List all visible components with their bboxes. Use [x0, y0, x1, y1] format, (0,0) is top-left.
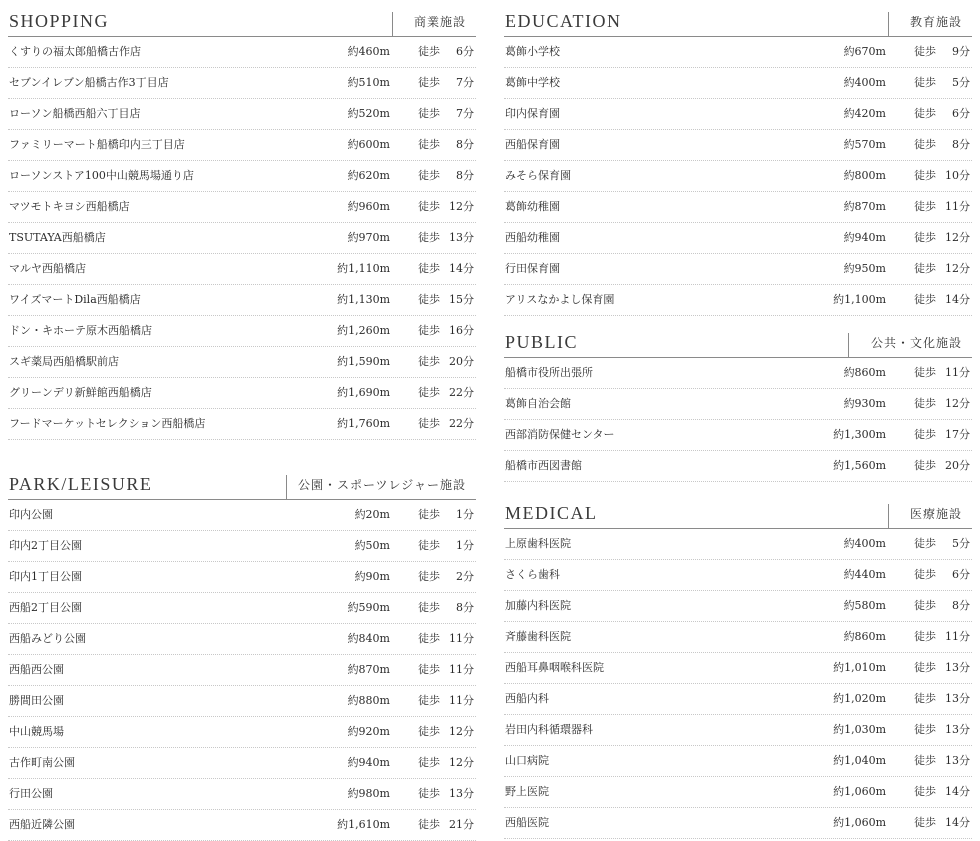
walk-label: 徒歩 — [914, 723, 936, 736]
walk-label: 徒歩 — [418, 138, 440, 151]
facility-name: 西船内科 — [505, 692, 549, 705]
distance: 約860m — [843, 366, 886, 379]
distance: 約870m — [347, 663, 390, 676]
park-leisure-section — [8, 465, 476, 841]
walk-label: 徒歩 — [914, 428, 936, 441]
walk-label: 徒歩 — [418, 818, 440, 831]
list-item — [8, 285, 476, 316]
facility-name: みそら保育園 — [505, 169, 571, 182]
list-item — [8, 68, 476, 99]
walk-label: 徒歩 — [418, 355, 440, 368]
distance: 約590m — [347, 601, 390, 614]
walk-label: 徒歩 — [914, 754, 936, 767]
distance: 約460m — [347, 45, 390, 58]
list-item — [8, 378, 476, 409]
distance: 約600m — [347, 138, 390, 151]
walk-minutes: 5分 — [952, 76, 970, 89]
facility-name: 西船耳鼻咽喉科医院 — [505, 661, 604, 674]
list-item — [8, 409, 476, 440]
public-subtitle: 公共・文化施設 — [870, 336, 962, 350]
list-item — [504, 68, 972, 99]
list-item — [8, 748, 476, 779]
list-item — [8, 254, 476, 285]
list-item — [504, 420, 972, 451]
facility-name: 船橋市西図書館 — [505, 459, 582, 472]
facility-name: ドン・キホーテ原木西船橋店 — [9, 324, 152, 337]
list-item — [504, 161, 972, 192]
list-item — [8, 223, 476, 254]
walk-label: 徒歩 — [418, 45, 440, 58]
facility-name: 斉藤歯科医院 — [505, 630, 571, 643]
list-item — [8, 316, 476, 347]
walk-minutes: 6分 — [952, 568, 970, 581]
distance: 約940m — [347, 756, 390, 769]
list-item — [8, 161, 476, 192]
walk-minutes: 14分 — [945, 293, 970, 306]
facility-name: 葛飾中学校 — [505, 76, 560, 89]
walk-label: 徒歩 — [418, 200, 440, 213]
walk-minutes: 12分 — [449, 725, 474, 738]
distance: 約580m — [843, 599, 886, 612]
facility-name: 西船2丁目公園 — [9, 601, 82, 614]
walk-minutes: 10分 — [945, 169, 970, 182]
facility-name: 葛飾幼稚園 — [505, 200, 560, 213]
walk-label: 徒歩 — [418, 76, 440, 89]
distance: 約920m — [347, 725, 390, 738]
distance: 約1,610m — [337, 818, 390, 831]
shopping-section — [8, 2, 476, 440]
distance: 約1,040m — [833, 754, 886, 767]
list-item — [504, 254, 972, 285]
distance: 約90m — [354, 570, 390, 583]
facility-name: ファミリーマート船橋印内三丁目店 — [9, 138, 185, 151]
walk-label: 徒歩 — [914, 107, 936, 120]
walk-label: 徒歩 — [914, 293, 936, 306]
public-header — [504, 323, 972, 358]
facility-name: ローソン船橋西船六丁目店 — [9, 107, 141, 120]
walk-label: 徒歩 — [418, 169, 440, 182]
distance: 約1,560m — [833, 459, 886, 472]
facility-name: 葛飾小学校 — [505, 45, 560, 58]
distance: 約870m — [843, 200, 886, 213]
walk-label: 徒歩 — [418, 570, 440, 583]
walk-minutes: 22分 — [449, 386, 474, 399]
facility-name: 印内1丁目公園 — [9, 570, 82, 583]
facility-name: TSUTAYA西船橋店 — [9, 231, 106, 244]
list-item — [504, 285, 972, 316]
education-header — [504, 2, 972, 37]
facility-name: マツモトキヨシ西船橋店 — [9, 200, 130, 213]
walk-minutes: 11分 — [449, 663, 474, 676]
walk-minutes: 2分 — [456, 570, 474, 583]
walk-label: 徒歩 — [418, 107, 440, 120]
distance: 約980m — [347, 787, 390, 800]
list-item — [8, 99, 476, 130]
shopping-list — [8, 37, 476, 440]
distance: 約1,060m — [833, 785, 886, 798]
education-title: EDUCATION — [505, 11, 622, 31]
distance: 約1,260m — [337, 324, 390, 337]
walk-label: 徒歩 — [418, 417, 440, 430]
list-item — [8, 717, 476, 748]
distance: 約1,100m — [833, 293, 886, 306]
walk-minutes: 13分 — [945, 723, 970, 736]
distance: 約1,690m — [337, 386, 390, 399]
distance: 約400m — [843, 537, 886, 550]
walk-minutes: 12分 — [945, 397, 970, 410]
walk-minutes: 1分 — [456, 539, 474, 552]
facility-name: アリスなかよし保育園 — [505, 293, 615, 306]
walk-minutes: 11分 — [449, 632, 474, 645]
facility-name: 勝間田公園 — [9, 694, 64, 707]
walk-label: 徒歩 — [418, 262, 440, 275]
facility-name: 西船みどり公園 — [9, 632, 86, 645]
facility-name: 西船医院 — [505, 816, 549, 829]
walk-label: 徒歩 — [914, 45, 936, 58]
medical-title: MEDICAL — [505, 503, 598, 523]
list-item — [8, 655, 476, 686]
medical-subtitle: 医療施設 — [909, 507, 962, 521]
education-subtitle: 教育施設 — [909, 15, 962, 29]
facility-name: フードマーケットセレクション西船橋店 — [9, 417, 206, 430]
list-item — [8, 624, 476, 655]
walk-minutes: 20分 — [449, 355, 474, 368]
walk-label: 徒歩 — [418, 324, 440, 337]
distance: 約940m — [843, 231, 886, 244]
public-section — [504, 323, 972, 482]
walk-label: 徒歩 — [418, 756, 440, 769]
facility-name: グリーンデリ新鮮館西船橋店 — [9, 386, 152, 399]
distance: 約800m — [843, 169, 886, 182]
facility-name: 加藤内科医院 — [505, 599, 571, 612]
list-item — [8, 130, 476, 161]
list-item — [8, 37, 476, 68]
distance: 約840m — [347, 632, 390, 645]
list-item — [8, 593, 476, 624]
walk-minutes: 8分 — [456, 601, 474, 614]
distance: 約880m — [347, 694, 390, 707]
walk-minutes: 22分 — [449, 417, 474, 430]
facility-name: 西船近隣公園 — [9, 818, 75, 831]
walk-minutes: 13分 — [449, 231, 474, 244]
walk-minutes: 14分 — [449, 262, 474, 275]
distance: 約1,130m — [337, 293, 390, 306]
walk-label: 徒歩 — [914, 397, 936, 410]
walk-minutes: 5分 — [952, 537, 970, 550]
park-leisure-title: PARK/LEISURE — [9, 474, 153, 494]
list-item — [504, 37, 972, 68]
walk-minutes: 8分 — [952, 138, 970, 151]
walk-label: 徒歩 — [418, 663, 440, 676]
distance: 約520m — [347, 107, 390, 120]
list-item — [504, 529, 972, 560]
list-item — [504, 358, 972, 389]
list-item — [504, 99, 972, 130]
list-item — [8, 686, 476, 717]
walk-minutes: 12分 — [945, 231, 970, 244]
walk-minutes: 11分 — [945, 630, 970, 643]
public-title: PUBLIC — [505, 332, 579, 352]
medical-header — [504, 494, 972, 529]
shopping-header — [8, 2, 476, 37]
walk-minutes: 17分 — [945, 428, 970, 441]
facility-name: 葛飾自治会館 — [505, 397, 571, 410]
park-leisure-header — [8, 465, 476, 500]
walk-label: 徒歩 — [914, 785, 936, 798]
list-item — [8, 192, 476, 223]
distance: 約960m — [347, 200, 390, 213]
facility-name: 野上医院 — [505, 785, 549, 798]
walk-label: 徒歩 — [418, 293, 440, 306]
walk-minutes: 8分 — [456, 138, 474, 151]
walk-label: 徒歩 — [418, 386, 440, 399]
facility-name: 印内保育園 — [505, 107, 560, 120]
list-item — [504, 130, 972, 161]
walk-minutes: 16分 — [449, 324, 474, 337]
medical-list — [504, 529, 972, 839]
distance: 約1,030m — [833, 723, 886, 736]
facility-name: 行田公園 — [9, 787, 53, 800]
list-item — [504, 451, 972, 482]
walk-minutes: 1分 — [456, 508, 474, 521]
distance: 約620m — [347, 169, 390, 182]
facility-name: 船橋市役所出張所 — [505, 366, 593, 379]
list-item — [8, 779, 476, 810]
facility-name: 古作町南公園 — [9, 756, 75, 769]
walk-label: 徒歩 — [914, 138, 936, 151]
public-list — [504, 358, 972, 482]
walk-label: 徒歩 — [914, 366, 936, 379]
list-item — [504, 192, 972, 223]
walk-minutes: 13分 — [945, 661, 970, 674]
distance: 約20m — [354, 508, 390, 521]
distance: 約1,300m — [833, 428, 886, 441]
walk-label: 徒歩 — [914, 231, 936, 244]
walk-minutes: 13分 — [945, 692, 970, 705]
list-item — [504, 653, 972, 684]
walk-label: 徒歩 — [418, 508, 440, 521]
facility-name: ローソンストア100中山競馬場通り店 — [9, 169, 194, 182]
facility-name: ワイズマートDila西船橋店 — [9, 293, 141, 306]
walk-label: 徒歩 — [914, 568, 936, 581]
walk-minutes: 12分 — [449, 200, 474, 213]
walk-label: 徒歩 — [914, 169, 936, 182]
header-divider — [286, 475, 287, 499]
education-list — [504, 37, 972, 316]
distance: 約1,760m — [337, 417, 390, 430]
distance: 約670m — [843, 45, 886, 58]
shopping-subtitle: 商業施設 — [413, 15, 466, 29]
facility-name: 西部消防保健センター — [505, 428, 615, 441]
facility-name: 西船西公園 — [9, 663, 64, 676]
facility-name: セブンイレブン船橋古作3丁目店 — [9, 76, 169, 89]
header-divider — [848, 333, 849, 357]
distance: 約1,010m — [833, 661, 886, 674]
distance: 約440m — [843, 568, 886, 581]
list-item — [8, 531, 476, 562]
walk-label: 徒歩 — [914, 459, 936, 472]
walk-label: 徒歩 — [914, 537, 936, 550]
walk-minutes: 6分 — [456, 45, 474, 58]
list-item — [8, 347, 476, 378]
walk-label: 徒歩 — [914, 599, 936, 612]
walk-label: 徒歩 — [914, 262, 936, 275]
park-leisure-subtitle: 公園・スポーツレジャー施設 — [298, 478, 466, 492]
facility-name: スギ薬局西船橋駅前店 — [9, 355, 119, 368]
facility-name: 中山競馬場 — [9, 725, 64, 738]
education-section — [504, 2, 972, 316]
distance: 約860m — [843, 630, 886, 643]
facility-name: 山口病院 — [505, 754, 549, 767]
walk-minutes: 13分 — [449, 787, 474, 800]
facility-name: 上原歯科医院 — [505, 537, 571, 550]
walk-label: 徒歩 — [418, 231, 440, 244]
list-item — [504, 560, 972, 591]
distance: 約950m — [843, 262, 886, 275]
walk-minutes: 11分 — [449, 694, 474, 707]
walk-label: 徒歩 — [418, 787, 440, 800]
walk-minutes: 21分 — [449, 818, 474, 831]
walk-minutes: 14分 — [945, 785, 970, 798]
walk-minutes: 6分 — [952, 107, 970, 120]
walk-minutes: 8分 — [952, 599, 970, 612]
distance: 約930m — [843, 397, 886, 410]
distance: 約50m — [354, 539, 390, 552]
distance: 約570m — [843, 138, 886, 151]
walk-label: 徒歩 — [914, 76, 936, 89]
walk-label: 徒歩 — [418, 601, 440, 614]
distance: 約970m — [347, 231, 390, 244]
list-item — [504, 622, 972, 653]
facility-name: くすりの福太郎船橋古作店 — [9, 45, 141, 58]
header-divider — [888, 504, 889, 528]
walk-label: 徒歩 — [418, 539, 440, 552]
list-item — [504, 389, 972, 420]
walk-minutes: 12分 — [945, 262, 970, 275]
walk-label: 徒歩 — [914, 661, 936, 674]
list-item — [8, 500, 476, 531]
list-item — [504, 746, 972, 777]
shopping-title: SHOPPING — [9, 11, 110, 31]
facility-name: 西船幼稚園 — [505, 231, 560, 244]
walk-label: 徒歩 — [914, 692, 936, 705]
distance: 約1,110m — [337, 262, 390, 275]
list-item — [504, 591, 972, 622]
list-item — [8, 810, 476, 841]
walk-minutes: 20分 — [945, 459, 970, 472]
walk-label: 徒歩 — [914, 630, 936, 643]
walk-label: 徒歩 — [418, 725, 440, 738]
walk-label: 徒歩 — [418, 632, 440, 645]
walk-minutes: 8分 — [456, 169, 474, 182]
distance: 約510m — [347, 76, 390, 89]
list-item — [504, 808, 972, 839]
distance: 約1,060m — [833, 816, 886, 829]
list-item — [504, 223, 972, 254]
facility-name: 印内2丁目公園 — [9, 539, 82, 552]
list-item — [8, 562, 476, 593]
walk-minutes: 7分 — [456, 107, 474, 120]
facility-name: マルヤ西船橋店 — [9, 262, 86, 275]
facility-name: 岩田内科循環器科 — [505, 723, 593, 736]
walk-minutes: 11分 — [945, 200, 970, 213]
facility-name: 印内公園 — [9, 508, 53, 521]
walk-label: 徒歩 — [914, 816, 936, 829]
list-item — [504, 684, 972, 715]
park-leisure-list — [8, 500, 476, 841]
medical-section — [504, 494, 972, 839]
distance: 約420m — [843, 107, 886, 120]
distance: 約1,020m — [833, 692, 886, 705]
list-item — [504, 715, 972, 746]
walk-minutes: 11分 — [945, 366, 970, 379]
distance: 約1,590m — [337, 355, 390, 368]
walk-minutes: 9分 — [952, 45, 970, 58]
walk-minutes: 13分 — [945, 754, 970, 767]
facility-name: さくら歯科 — [505, 568, 560, 581]
facility-name: 行田保育園 — [505, 262, 560, 275]
header-divider — [392, 12, 393, 36]
walk-minutes: 12分 — [449, 756, 474, 769]
walk-label: 徒歩 — [914, 200, 936, 213]
walk-minutes: 15分 — [449, 293, 474, 306]
walk-label: 徒歩 — [418, 694, 440, 707]
walk-minutes: 14分 — [945, 816, 970, 829]
header-divider — [888, 12, 889, 36]
distance: 約400m — [843, 76, 886, 89]
walk-minutes: 7分 — [456, 76, 474, 89]
list-item — [504, 777, 972, 808]
facility-name: 西船保育園 — [505, 138, 560, 151]
